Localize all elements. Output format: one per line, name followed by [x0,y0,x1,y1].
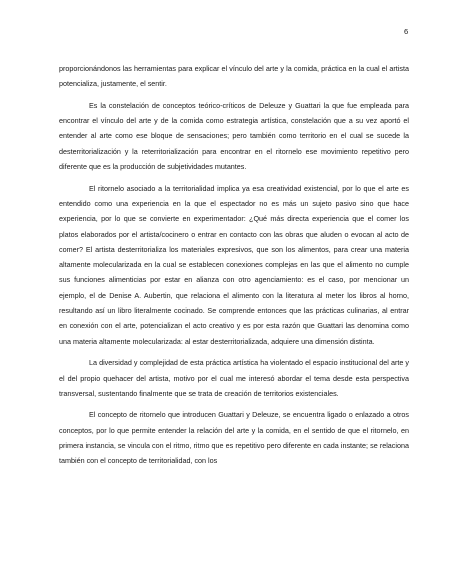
body-text [59,61,409,475]
paragraph: La diversidad y complejidad de esta práctica artística ha violentado el espacio institucional del arte y el del propio quehacer del artista, motivo por el cual me interesó abordar el tema desde esta perspectiva transversal, sustentando finalmente que se trata de creación de territorios existenciales. [59,358,409,398]
paragraph: El ritornelo asociado a la territorialidad implica ya esa creatividad existencial, por lo que el arte es entendido como una experiencia en la que el espectador no es más un sujeto pasivo sino que hace experiencia, por lo que se convierte en experimentador: ¿Qué más directa experiencia que el comer los platos elaborados por el artista/cocinero o entrar en contacto con las obras que aluden o evocan al acto de comer? El artista desterritorializa los materiales expresivos, que son los alimentos, para crear una materia altamente molecularizada en la cual se establecen conexiones complejas en las que el alimento no cumple sus funciones alimenticias por estar en alianza con otro agenciamiento: es el caso, por mencionar un ejemplo, el de Denise A. Aubertin, que relaciona el alimento con la literatura al meter los libros al horno, resultando así un libro literalmente cocinado. Se comprende entonces que las prácticas culinarias, al entrar en conexión con el arte, potencializan el acto creativo y es por esta razón que Guattari las denomina como una materia altamente molecularizada: al estar desterritorializada, adquiere una dimensión distinta. [59,183,409,346]
paragraph: Es la constelación de conceptos teórico-críticos de Deleuze y Guattari la que fue empleada para encontrar el vínculo del arte y de la comida como estrategia artística, constelación que a su vez aportó el entender al arte como ese bloque de sensaciones; pero también como territorio en el cual se sucede la desterritorialización y la reterritorialización para encontrar en el ritornelo ese movimiento repetitivo pero diferente que es la producción de subjetividades mutantes. [59,100,409,172]
paragraph: El concepto de ritornelo que introducen Guattari y Deleuze, se encuentra ligado o enlazado a otros conceptos, por lo que permite entender la relación del arte y la comida, en el sentido de que el ritornelo, en primera instancia, se vincula con el ritmo, ritmo que es repetitivo pero diferente en cada instante; se relaciona también con el concepto de territorialidad, con los [59,410,409,466]
page-number: 6 [404,27,409,36]
paragraph-continuation: proporcionándonos las herramientas para explicar el vínculo del arte y la comida, práctica en la cual el artista potencializa, justamente, el sentir. [59,64,409,89]
